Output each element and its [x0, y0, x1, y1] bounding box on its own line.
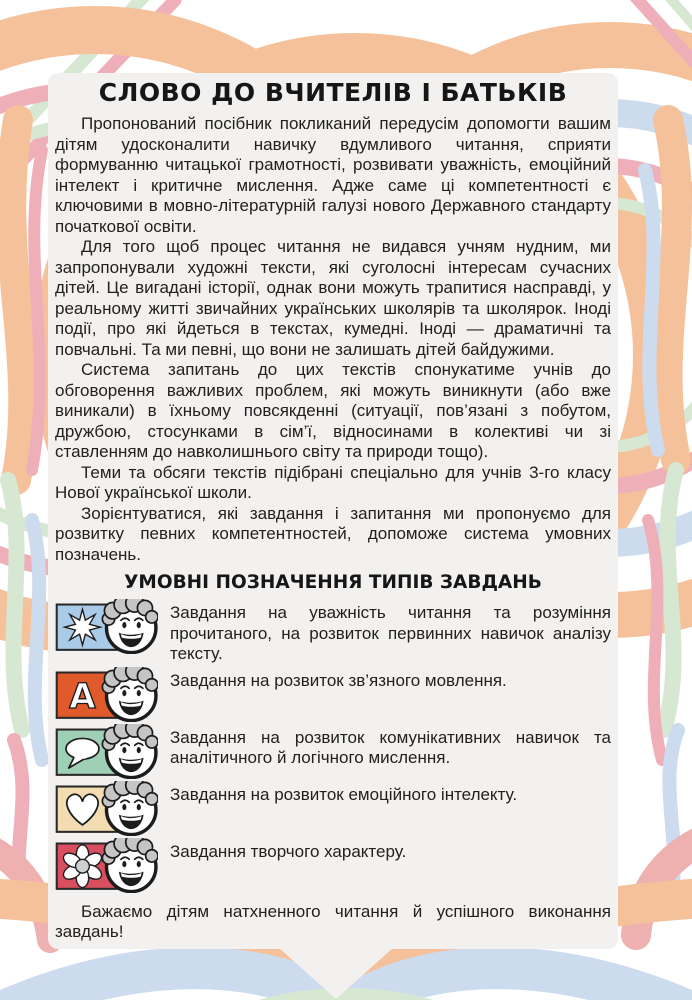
intro-paragraph: Пропонований посібник покликаний передусім допомогти вашим дітям удосконалити навичку вдумливого читання, сприяти формуванню читацької грамотності, розвивати уважність, емоційний інтелект і критичне мислення. Адже саме ці компетентності є ключовими в мовно-літературній галузі нового Державного стандарту початкової освіти. [55, 114, 611, 236]
svg-text:А: А [69, 676, 96, 717]
texts-paragraph: Для того щоб процес читання не видався учням нудним, ми запропонували художні тексти, які суголосні інтересам сучасних дітей. Це вигадані історії, однак вони можуть трапитися насправді, у реальному житті звичайних українських школярів та школярок. Іноді події, про які йдеться в текстах, кумедні. Іноді — драматичні та повчальні. Та ми певні, що вони не залишать дітей байдужими. [55, 237, 611, 359]
closing-paragraph: Бажаємо дітям натхненного читання й успішного виконання завдань! [55, 901, 611, 941]
legend-item-label: Завдання творчого характеру. [170, 841, 407, 861]
legend-heading: УМОВНІ ПОЗНАЧЕННЯ ТИПІВ ЗАВДАНЬ [124, 572, 542, 593]
speech-bubble-icon [55, 724, 158, 779]
legend-item-label: Завдання на розвиток комунікативних навичок та аналітичного й логічного мислення. [170, 727, 611, 767]
legend-item-attentive-reading [55, 599, 611, 665]
legend-item-label: Завдання на уважність читання та розуміння прочитаного, на розвиток первинних навичок аналізу тексту. [170, 603, 611, 663]
star-icon [55, 599, 158, 654]
legend-item-label: Завдання на розвиток емоційного інтелекту. [170, 784, 518, 804]
flower-icon [55, 838, 158, 893]
legend-item-communication [55, 724, 611, 779]
legend-item-creative [55, 838, 611, 893]
questions-paragraph: Система запитань до цих текстів спонукатиме учнів до обговорення важливих проблем, які можуть виникнути (або вже виникали) в їхньому повсякденні (ситуації, пов’язані з побутом, дружбою, стосунками в сім’ї, відносинами в колективі чи зі ставленням до навколишнього світу та природи тощо). [55, 360, 611, 461]
content-card [48, 73, 618, 949]
grade-paragraph: Теми та обсяги текстів підібрані спеціально для учнів 3-го класу Нової української школи. [55, 462, 611, 502]
legend-item-label: Завдання на розвиток зв’язного мовлення. [170, 670, 507, 690]
heart-icon [55, 781, 158, 836]
orientation-paragraph: Зорієнтуватися, які завдання і запитання ми пропонуємо для розвитку певних компетентностей, допоможе система умовних позначень. [55, 503, 611, 564]
letter-a-icon [55, 667, 158, 722]
card-tail [278, 947, 394, 999]
page-title: СЛОВО ДО ВЧИТЕЛІВ І БАТЬКІВ [98, 78, 568, 107]
legend-item-emotional-intelligence [55, 781, 611, 836]
legend-item-speech-development [55, 667, 611, 722]
